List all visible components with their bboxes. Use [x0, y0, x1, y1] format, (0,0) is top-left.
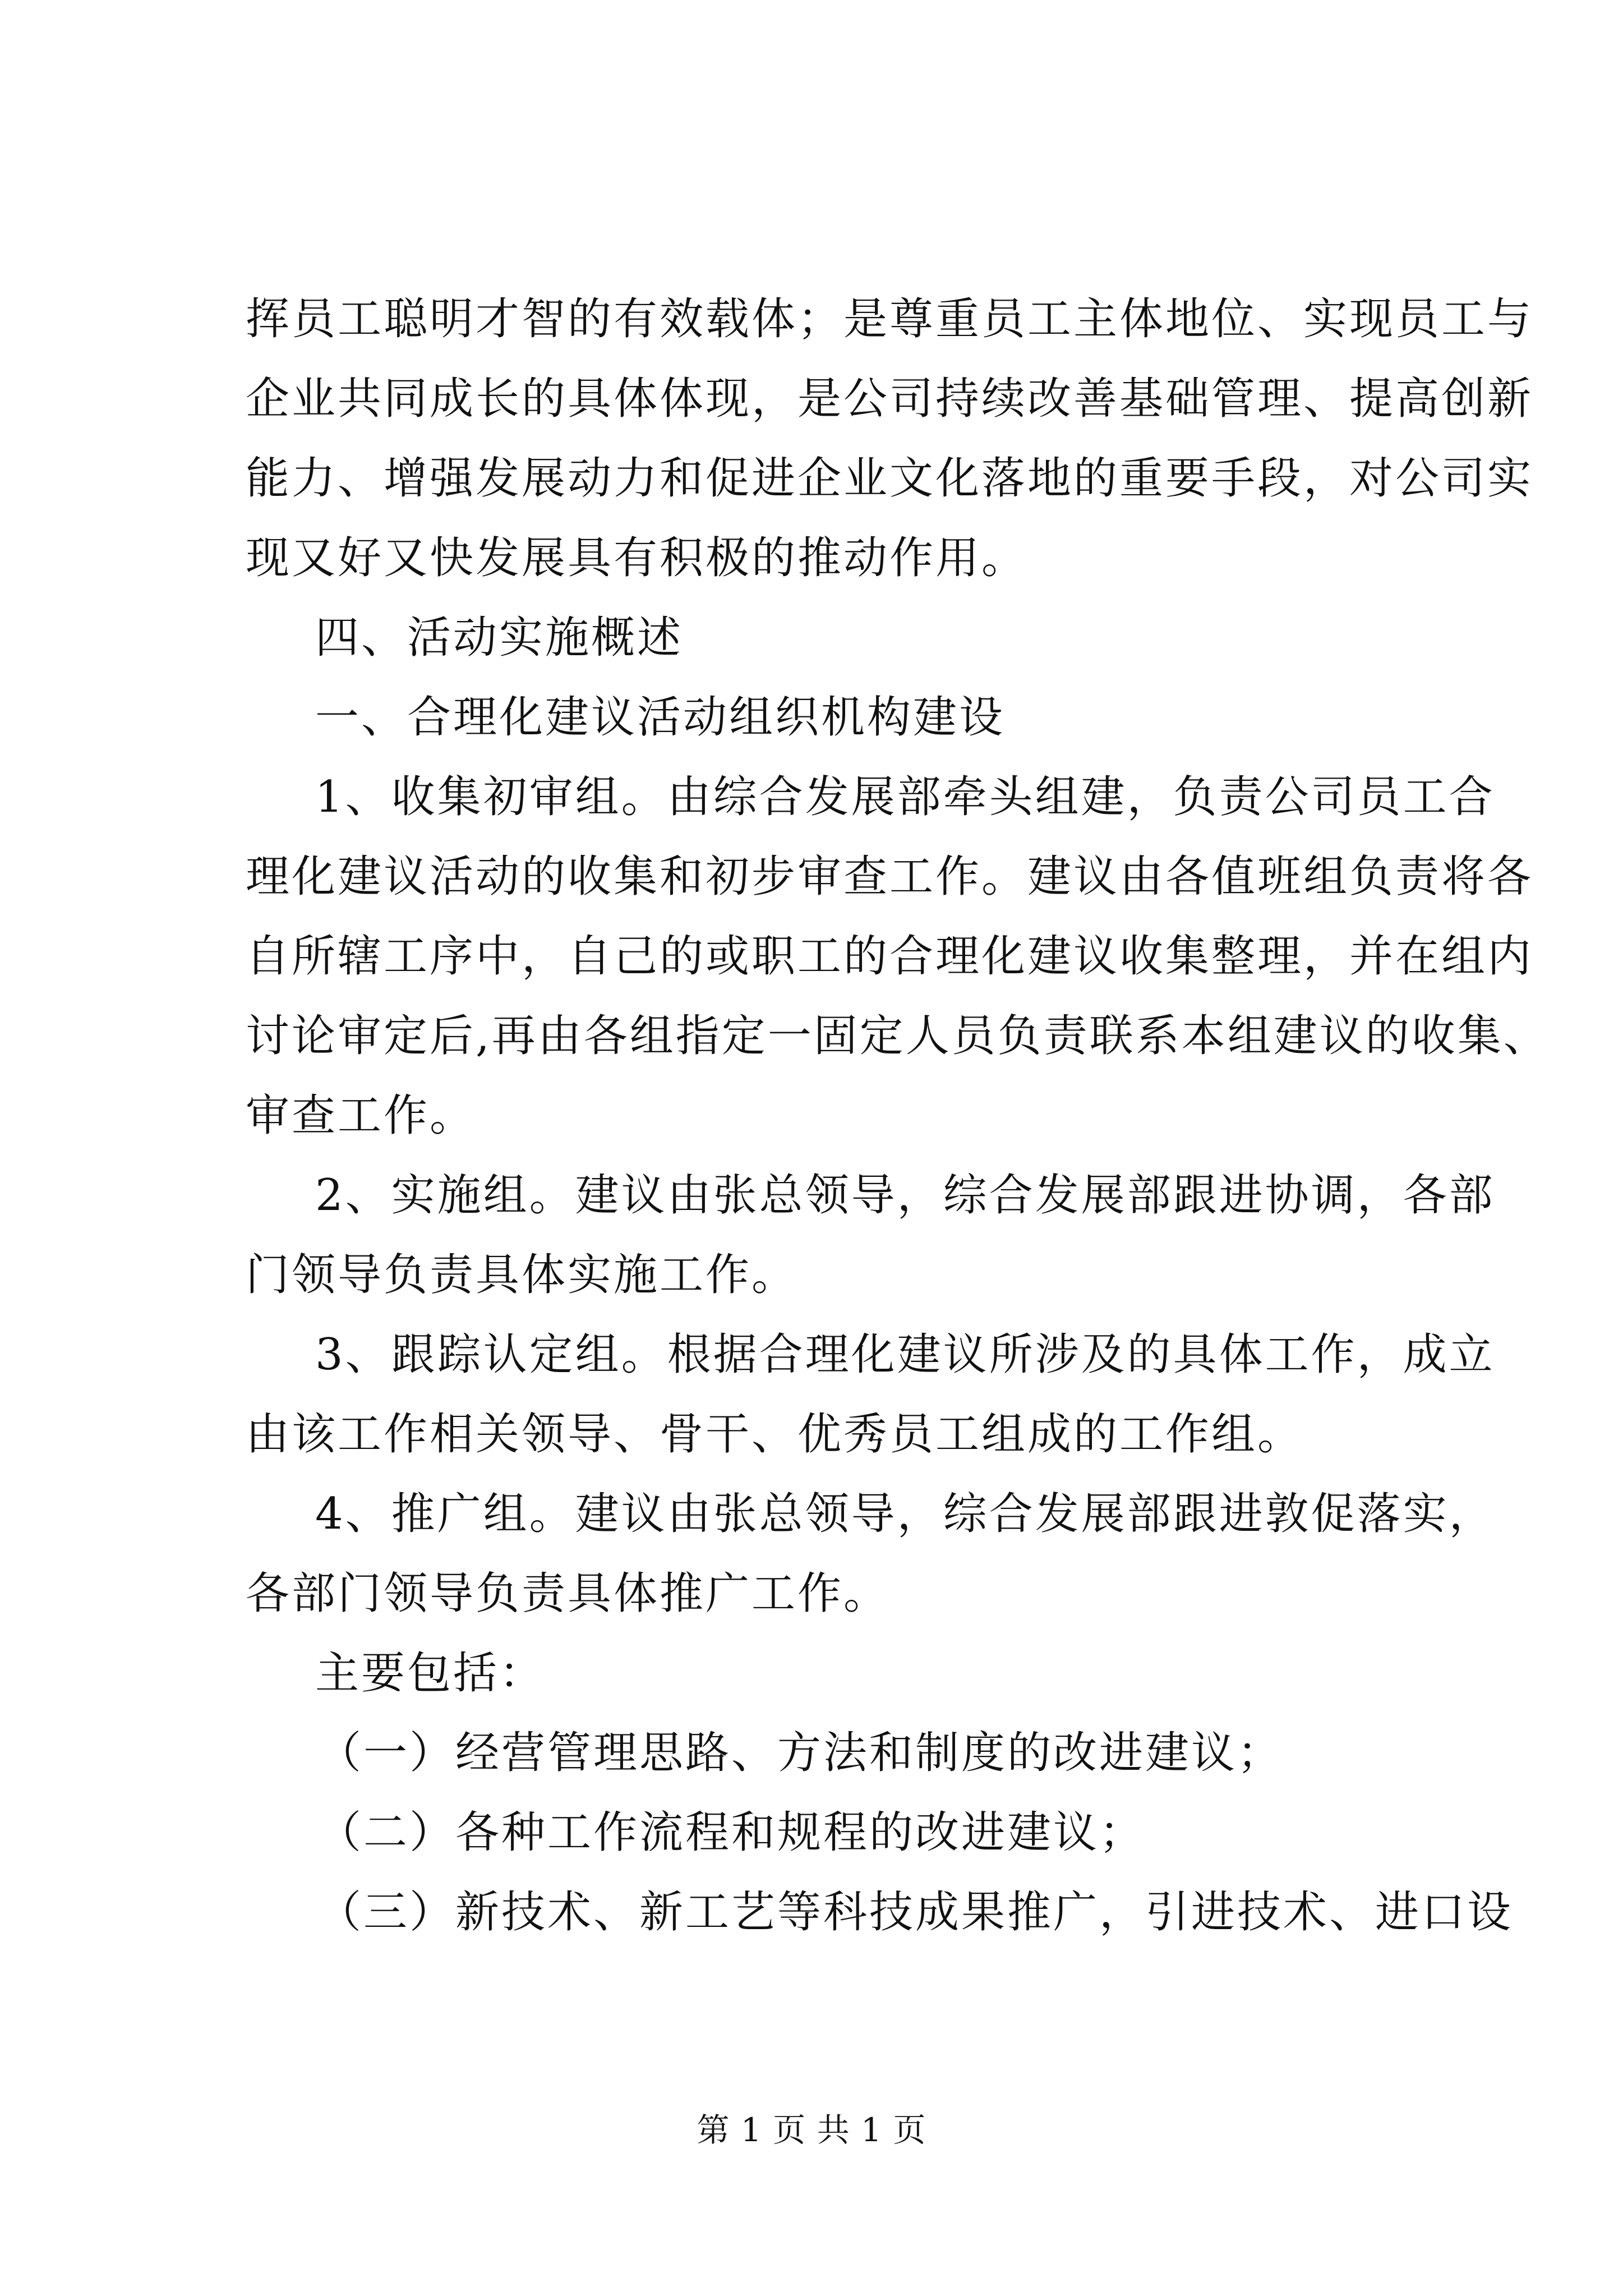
text-line: 门领导负责具体实施工作。 — [246, 1250, 798, 1300]
text-line: 讨论审定后,再由各组指定一固定人员负责联系本组建议的收集、 — [246, 1011, 1550, 1061]
text-line: 企业共同成长的具体体现，是公司持续改善基础管理、提高创新 — [246, 374, 1534, 424]
text-line: 由该工作相关领导、骨干、优秀员工组成的工作组。 — [246, 1409, 1304, 1460]
text-line: 2、实施组。建议由张总领导，综合发展部跟进协调，各部 — [315, 1170, 1495, 1221]
text-line: 审查工作。 — [246, 1091, 476, 1141]
text-line: 3、跟踪认定组。根据合理化建议所涉及的具体工作，成立 — [315, 1329, 1495, 1380]
page-footer: 第 1 页 共 1 页 — [697, 2111, 926, 2149]
text-line: 挥员工聪明才智的有效载体；是尊重员工主体地位、实现员工与 — [246, 294, 1534, 344]
list-item: （三）新技术、新工艺等科技成果推广，引进技术、进口设 — [317, 1887, 1514, 1938]
text-line: 现又好又快发展具有积极的推动作用。 — [246, 533, 1028, 583]
text-line: 1、收集初审组。由综合发展部牵头组建，负责公司员工合 — [315, 772, 1495, 822]
text-line: 自所辖工序中，自己的或职工的合理化建议收集整理，并在组内 — [246, 931, 1534, 982]
list-item: （二）各种工作流程和规程的改进建议； — [317, 1807, 1146, 1858]
text-line: 理化建议活动的收集和初步审查工作。建议由各值班组负责将各 — [246, 852, 1534, 902]
text-line: 能力、增强发展动力和促进企业文化落地的重要手段，对公司实 — [246, 453, 1534, 504]
section-heading: 四、活动实施概述 — [315, 613, 684, 663]
text-line: 主要包括： — [315, 1648, 546, 1699]
text-line: 4、推广组。建议由张总领导，综合发展部跟进敦促落实， — [315, 1489, 1495, 1539]
text-line: 各部门领导负责具体推广工作。 — [246, 1568, 890, 1619]
subsection-heading: 一、合理化建议活动组织机构建设 — [315, 692, 1006, 743]
list-item: （一）经营管理思路、方法和制度的改进建议； — [317, 1728, 1284, 1778]
